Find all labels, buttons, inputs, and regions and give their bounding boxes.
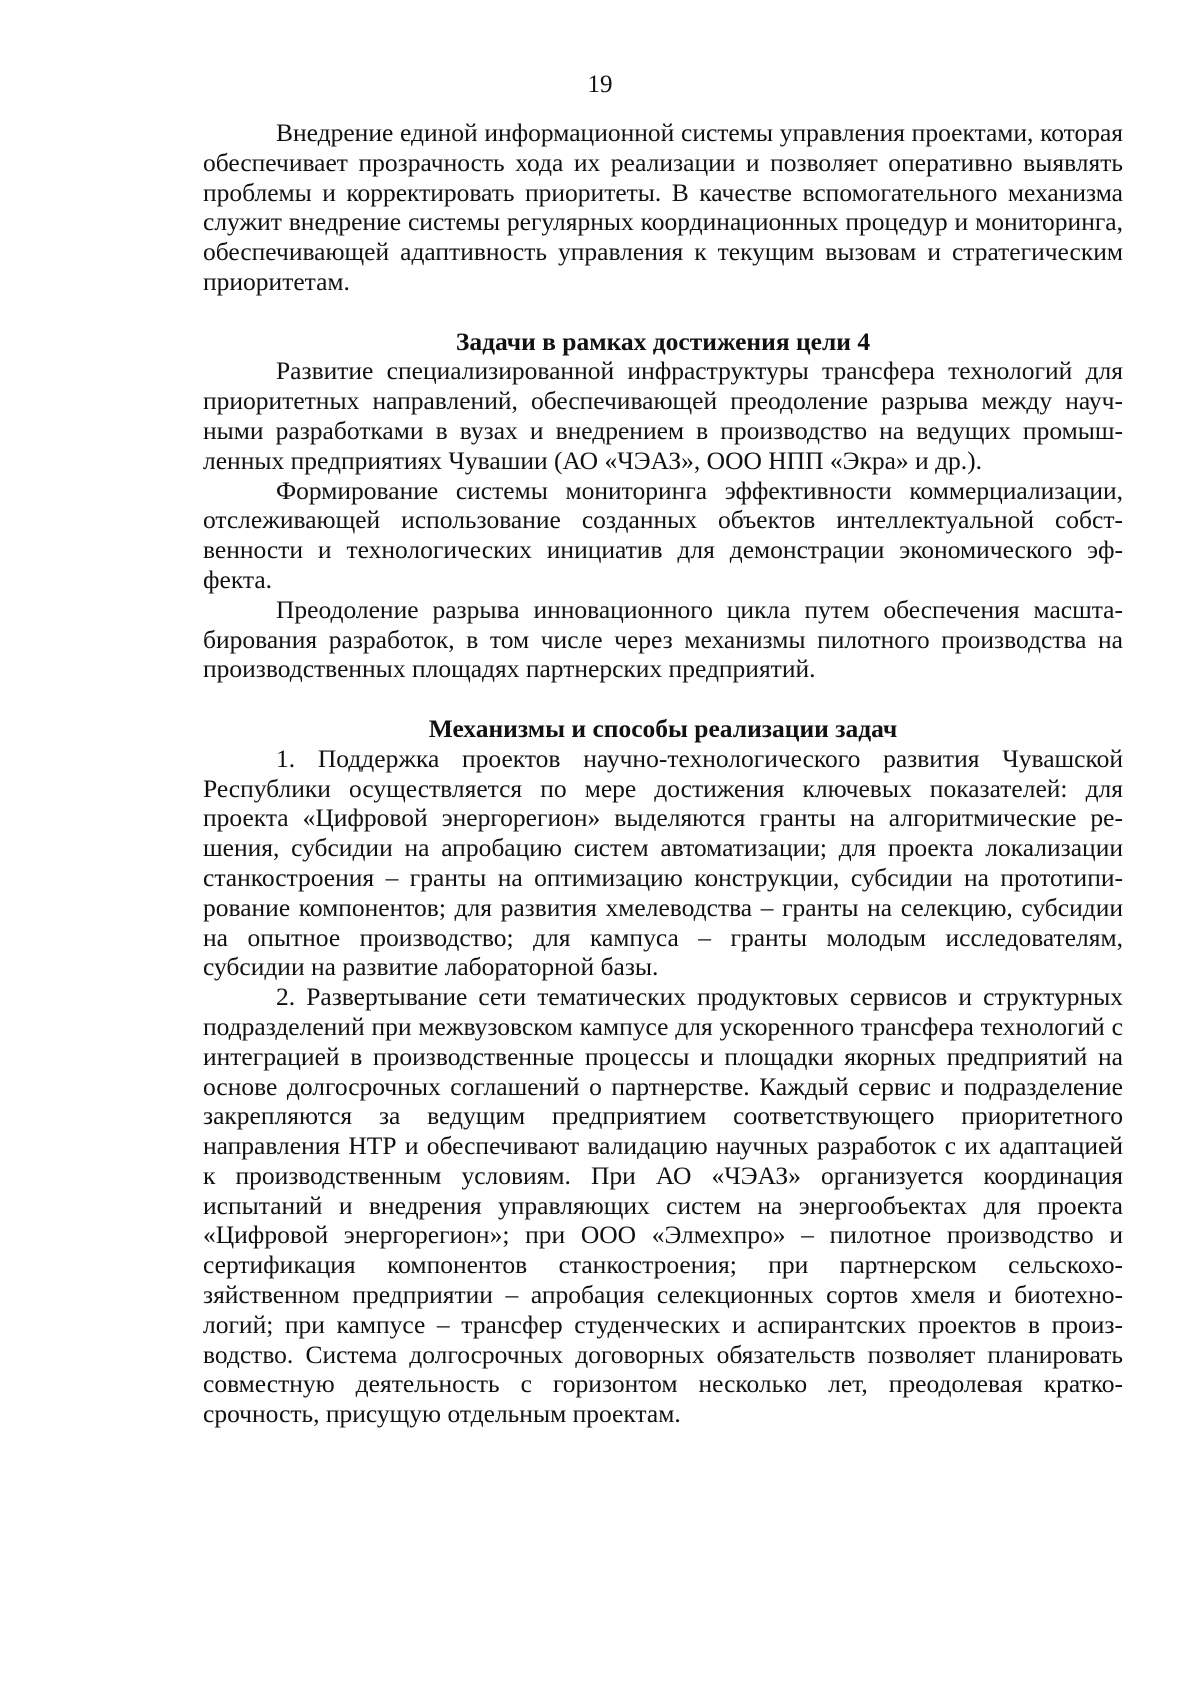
page-body	[203, 118, 1123, 1429]
blank-line	[203, 297, 1123, 327]
body-paragraph: Преодоление разрыва инновационного цикла путем обеспечения масштабирования разработок, в том числе через механизмы пилотного производства на производственных площадях партнерских предприятий.	[203, 594, 1123, 684]
page-number: 19	[587, 71, 613, 98]
body-paragraph: Формирование системы мониторинга эффективности коммерциализации, отслеживающей использование созданных объектов интеллектуальной собственности и технологических инициатив для демонстрации экономического эффекта.	[203, 475, 1123, 594]
body-paragraph: 1. Поддержка проектов научно-технологического развития Чувашской Республики осуществляется по мере достижения ключевых показателей: для проекта «Цифровой энергорегион» выделяются гранты на алгоритмические решения, субсидии на апробацию систем автоматизации; для проекта локализации станкостроения – гранты на оптимизацию конструкции, субсидии на прототипирование компонентов; для развития хмелеводства – гранты на селекцию, субсидии на опытное производство; для кампуса – гранты молодым исследователям, субсидии на развитие лабораторной базы.	[203, 743, 1123, 982]
body-paragraph: Внедрение единой информационной системы управления проектами, которая обеспечивает прозрачность хода их реализации и позволяет оперативно выявлять проблемы и корректировать приоритеты. В качестве вспомогательного механизма служит внедрение системы регулярных координационных процедур и мониторинга, обеспечивающей адаптивность управления к текущим вызовам и стратегическим приоритетам.	[203, 118, 1123, 296]
section-heading: Задачи в рамках достижения цели 4	[455, 326, 871, 356]
blank-line	[203, 684, 1123, 714]
body-paragraph: Развитие специализированной инфраструктуры трансфера технологий для приоритетных направлений, обеспечивающей преодоление разрыва между научными разработками в вузах и внедрением в производство на ведущих промышленных предприятиях Чувашии (АО «ЧЭАЗ», ООО НПП «Экра» и др.).	[203, 356, 1123, 475]
body-paragraph: 2. Развертывание сети тематических продуктовых сервисов и структурных подразделений при межвузовском кампусе для ускоренного трансфера технологий с интеграцией в производственные процессы и площадки якорных предприятий на основе долгосрочных соглашений о партнерстве. Каждый сервис и подразделение закрепляются за ведущим предприятием соответствующего приоритетного направления НТР и обеспечивают валидацию научных разработок с их адаптацией к производственным условиям. При АО «ЧЭАЗ» организуется координация испытаний и внедрения управляющих систем на энергообъектах для проекта «Цифровой энергорегион»; при ООО «Элмехпро» – пилотное производство и сертификация компонентов станкостроения; при партнерском сельскохозяйственном предприятии – апробация селекционных сортов хмеля и биотехнологий; при кампусе – трансфер студенческих и аспирантских проектов в производство. Система долгосрочных договорных обязательств позволяет планировать совместную деятельность с горизонтом несколько лет, преодолевая краткосрочность, присущую отдельным проектам.	[203, 982, 1123, 1429]
section-heading: Механизмы и способы реализации задач	[428, 713, 898, 743]
